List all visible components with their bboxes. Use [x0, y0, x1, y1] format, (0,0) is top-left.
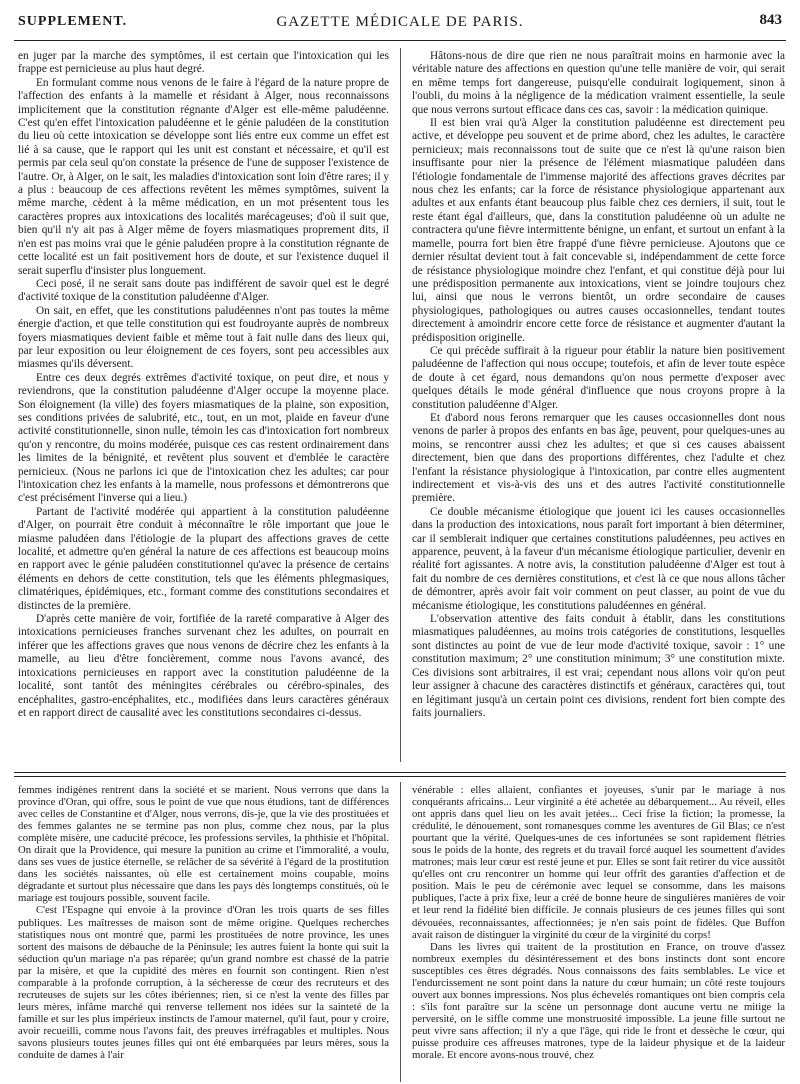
paragraph: Hâtons-nous de dire que rien ne nous paraîtrait moins en harmonie avec la véritable nature des affections en question qu'une telle manière de voir, qui serait en même temps fort dangereuse, puisqu'elle conduirait logiquement, sinon à l'oubli, du moins à la négligence de la médication vraiment essentielle, la seule que nous verrons surtout efficace dans ces cas, savoir : la médication quinique.: [412, 50, 785, 116]
page-number: 843: [759, 12, 782, 28]
upper-left-column: [18, 50, 389, 762]
paragraph: C'est l'Espagne qui envoie à la province d'Oran les trois quarts de ses filles publiques. Les maîtresses de maison sont de même origine. Quelques recherches statistiques nous ont montré que, parmi les prostituées de notre province, les unes sortent des maisons de débauche de la Péninsule; les autres fuient la honte qui suit la séduction qu'un mariage n'a pas réparée; qu'un grand nombre est chassé de la patrie par la misère, et que la cupidité des mères en fournit son contingent. Rien n'est comparable à la profonde corruption, à la sécheresse de cœur des recruteurs et des recruteuses de sujets sur les côtes ibériennes; rien, si ce n'est la vente des filles par leurs mères, infâme marché qui renverse tellement nos idées sur la sainteté de la famille et sur les plus impérieux instincts de l'amour maternel, qu'il faut, pour y croire, avoir recueilli, comme nous l'avons fait, des preuves irréfragables et multiples. Nous savons plusieurs toutes jeunes filles qui ont été embarquées par leurs mères, sous la conduite de dames à l'air: [18, 904, 389, 1062]
running-header: [14, 6, 786, 36]
column-divider: [400, 782, 401, 1082]
paragraph: Et d'abord nous ferons remarquer que les causes occasionnelles dont nous venons de parler à propos des enfants en bas âge, peuvent, pour quelques-unes au moins, se rencontrer aussi chez les adultes; et que si ces causes abaissent directement, bien que dans des proportions différentes, chez l'adulte et chez l'enfant la résistance physiologique à l'intoxication, par contre elles augmentent indirectement et vis-à-vis des uns et des autres l'activité constitutionnelle première.: [412, 411, 785, 505]
paragraph: Partant de l'activité modérée qui appartient à la constitution paludéenne d'Alger, on pourrait être conduit à méconnaître le rôle important que joue le miasme paludéen dans l'étiologie de la plupart des affections graves de cette localité, et admettre qu'en général la nature de ces affections est beaucoup moins en rapport avec le génie paludéen constitutionnel qu'avec la présence de certains éléments en dehors de cette constitution, tels que les éléments phlegmasiques, climatériques, épidémiques, etc., formant comme des constitutions secondaires et distinctes de la première.: [18, 505, 389, 612]
paragraph: Ceci posé, il ne serait sans doute pas indifférent de savoir quel est le degré d'activité toxique de la constitution paludéenne d'Alger.: [18, 277, 389, 304]
supplement-label: SUPPLEMENT.: [18, 14, 128, 29]
paragraph: En formulant comme nous venons de le faire à l'égard de la nature propre de l'affection des enfants à la mamelle et résidant à Alger, nous reconnaissons implicitement que la constitution régnante d'Alger est elle-même paludéenne. C'est qu'en effet l'intoxication paludéenne et le génie paludéen de la constitution du lieu où cette intoxication se développe sont liés entre eux comme un effet est lié à sa cause, que le rapport qui les unit est constant et nécessaire, et qu'il est permis par cela seul qu'on constate la présence de l'une de supposer l'existence de l'autre. Or, à Alger, on le sait, les maladies d'intoxication sont loin d'être rares; il y a plus : beaucoup de ces affections revêtent les mêmes symptômes, suivent la même marche, cèdent à la même médication, en un mot présentent tous les caractères propres aux intoxications des localités marécageuses; d'où il suit que, bien qu'il n'y ait pas à Alger même de foyers miasmatiques proprement dits, il n'en est pas moins vrai que le génie paludéen propre à la constitution régnante de cette localité est un fait positivement hors de doute, et sur l'existence duquel il serait superflu d'insister plus longuement.: [18, 76, 389, 277]
paragraph: Dans les livres qui traitent de la prostitution en France, on trouve d'assez nombreux exemples du désintéressement et des bons instincts dont sont encore susceptibles ces êtres dégradés. Nous connaissons des faits semblables. Le vice et l'endurcissement ne sont point dans la nature du cœur humain; un côté reste toujours ouvert aux bonnes impressions. Nos plus échevelés romantiques ont bien compris cela : s'ils font paraître sur la scène un personnage dont aucune vertu ne mitige la perversité, on le siffle comme une monstruosité impossible. La jeune fille surtout ne peut vivre sans affection; il n'y a que l'âge, qui ride le front et dessèche le cœur, qui puisse produire ces affreuses matrones, type de la laideur physique et de la laideur morale. Et encore avons-nous trouvé, chez: [412, 940, 785, 1062]
paragraph: Ce double mécanisme étiologique que jouent ici les causes occasionnelles dans la production des intoxications, nous paraît fort important à bien déterminer, car il semblerait indiquer que certaines constitutions paludéennes, peu actives en apparence, peuvent, à la faveur d'un mécanisme étiologique particulier, devenir en réalité fort agissantes. A notre avis, la constitution paludéenne d'Alger est tout à fait du nombre de ces dernières constitutions, et c'est là ce que nous allons tâcher de démontrer, après avoir fait voir comment on peut classer, au point de vue du mécanisme étiologique, les constitutions paludéennes en général.: [412, 505, 785, 612]
lower-left-column: [18, 784, 389, 1082]
section-rule: [14, 772, 786, 773]
upper-right-column: [412, 50, 785, 762]
paragraph: Entre ces deux degrés extrêmes d'activité toxique, on peut dire, et nous y reviendrons, que la constitution paludéenne d'Alger occupe la moyenne place. Son éloignement (la ville) des foyers miasmatiques de la plaine, son exposition, ses conditions privées de salubrité, etc., tout, en un mot, plaide en faveur d'une activité constitutionnelle, sinon nulle, témoin les cas d'intoxication fort nombreux qu'on y rencontre, du moins modérée, puisque ces cas restent ordinairement dans les limites de la bénignité, et revêtent plus souvent et d'emblée le caractère pernicieux. (Nous ne parlons ici que de l'intoxication chez les adultes; car pour l'intoxication chez les enfants à la mamelle, nous professons et démontrerons que c'est précisément l'inverse qui a lieu.): [18, 371, 389, 505]
paragraph: D'après cette manière de voir, fortifiée de la rareté comparative à Alger des intoxications pernicieuses franches survenant chez les adultes, on pourrait en inférer que les affections graves que nous venons de décrire chez les enfants à la mamelle, au lieu d'être foncièrement, comme nous l'avons avancé, des intoxications pernicieuses en rapport avec la constitution paludéenne de la localité, sont tantôt des méningites cérébrales ou cérébro-spinales, des encéphalites, gastro-encéphalites, etc., modifiées dans leurs caractères généraux et en rapport direct de causalité avec les constitutions secondaires ci-dessus.: [18, 613, 389, 719]
paragraph: en juger par la marche des symptômes, il est certain que l'intoxication qui les frappe est pernicieuse au plus haut degré.: [18, 50, 389, 76]
lower-right-column: [412, 784, 785, 1082]
header-rule: [14, 40, 786, 41]
paragraph: L'observation attentive des faits conduit à établir, dans les constitutions miasmatiques paludéennes, au moins trois catégories de constitutions, lesquelles sont distinctes au point de vue de leur mode d'activité toxique, savoir : 1° une constitution maximum; 2° une constitution minimum; 3° une constitution mixte. Ces divisions sont arbitraires, il est vrai; cependant nous allons voir qu'on peut leur assigner à chacune des caractères distinctifs et généraux, caractères qui, tout en légitimant jusqu'à un certain point ces divisions, rendent fort bien compte des faits journaliers.: [412, 613, 785, 719]
paragraph: femmes indigènes rentrent dans la société et se marient. Nous verrons que dans la province d'Oran, qui offre, sous le point de vue que nous étudions, tant de différences avec celles de Constantine et d'Alger, nous verrons, dis-je, que la vie des prostituées et des femmes galantes ne se termine pas non plus, comme chez nous, par la plus complète misère, une caducité précoce, les professions serviles, la phthisie et l'hôpital. On dirait que la Providence, qui mesure la punition au crime et l'immoralité, a voulu, dans ses vues de justice éternelle, se relâcher de sa sévérité à l'égard de la prostitution dans les sociétés naissantes, où elle est certainement moins coupable, moins dégradante et surtout plus nécessaire que dans les pays dès longtemps constitués, où le mariage est toujours possible, souvent facile.: [18, 784, 389, 905]
paragraph: Ce qui précède suffirait à la rigueur pour établir la nature bien positivement paludéenne de l'affection qui nous occupe; toutefois, et afin de lever toute espèce de doute à cet égard, nous demandons qu'on nous permette d'exposer avec quelques détails le mode général d'influence que nous croyons propre à la constitution paludéenne d'Alger.: [412, 344, 785, 411]
section-rule-double: [14, 776, 786, 777]
paragraph: Il est bien vrai qu'à Alger la constitution paludéenne est directement peu active, et développe peu souvent et de prime abord, chez les adultes, le caractère pernicieux; mais reconnaissons tout de suite que ce n'est là qu'une raison bien insuffisante pour nier la présence de l'élément miasmatique paludéen dans l'étiologie fondamentale de l'immense majorité des affections graves décrites par nous chez les enfants; car la force de résistance physiologique appartenant aux adultes et aux enfants étant beaucoup plus faible chez ces derniers, il suit, tout le reste étant égal d'ailleurs, que, dans la constitution paludéenne où un adulte ne contractera qu'une fièvre intermittente bénigne, un enfant, et surtout un enfant à la mamelle, pourra fort bien être frappé d'une fièvre pernicieuse. Ajoutons que ce dernier résultat devient tout à fait concevable si, indépendamment de cette force de résistance physiologique moindre chez l'enfant, et qui constitue déjà pour lui une prédisposition permanente aux intoxications, vient se joindre toujours chez lui, ainsi que nous le verrons bientôt, un ordre secondaire de causes physiologiques, pathologiques ou autres causes occasionnelles, tendant toutes directement à amoindrir encore cette force de résistance et augmenter d'autant la prédisposition originelle.: [412, 117, 785, 344]
paragraph: vénérable : elles allaient, confiantes et joyeuses, s'unir par le mariage à nos conquérants africains... Leur virginité a été achetée au débarquement... Au réveil, elles ont appris dans quel lieu on les avait jetées... Ceci frise la fiction; la promesse, la crédulité, le dénouement, sont romanesques comme les aventures de Gil Blas; ce n'est pourtant que la vérité. Quelques-unes de ces infortunées se sont rapidement flétries sous le poids de la honte, des regrets et du travail forcé auquel les soumettent d'avides matrones; mais leur cœur est resté jeune et pur. Elles se sont fait retirer du vice aussitôt qu'elles ont cru rencontrer un homme qui leur offrît des garanties d'affection et de position. Mais le peu de cérémonie avec lequel se consomme, dans les maisons publiques, l'acte à prix fixe, leur a créé de bonne heure de singulières manières de voir et leur rend la fidélité bien difficile. Je connais plusieurs de ces jeunes filles qui sont dévouées, reconnaissantes, affectionnées; je n'en sais point de fidèles. Que Buffon avait raison de distinguer la virginité du cœur de la virginité du corps!: [412, 784, 785, 941]
journal-title: GAZETTE MÉDICALE DE PARIS.: [276, 14, 524, 30]
column-divider: [400, 48, 401, 762]
paragraph: On sait, en effet, que les constitutions paludéennes n'ont pas toutes la même énergie d'action, et que telle constitution qui est foudroyante auprès de nombreux foyers miasmatiques devient faible et même tout à fait nulle dans des lieux qui, par leur exposition ou leur éloignement de ces foyers, sont peu accessibles aux miasmes qu'ils déversent.: [18, 304, 389, 371]
